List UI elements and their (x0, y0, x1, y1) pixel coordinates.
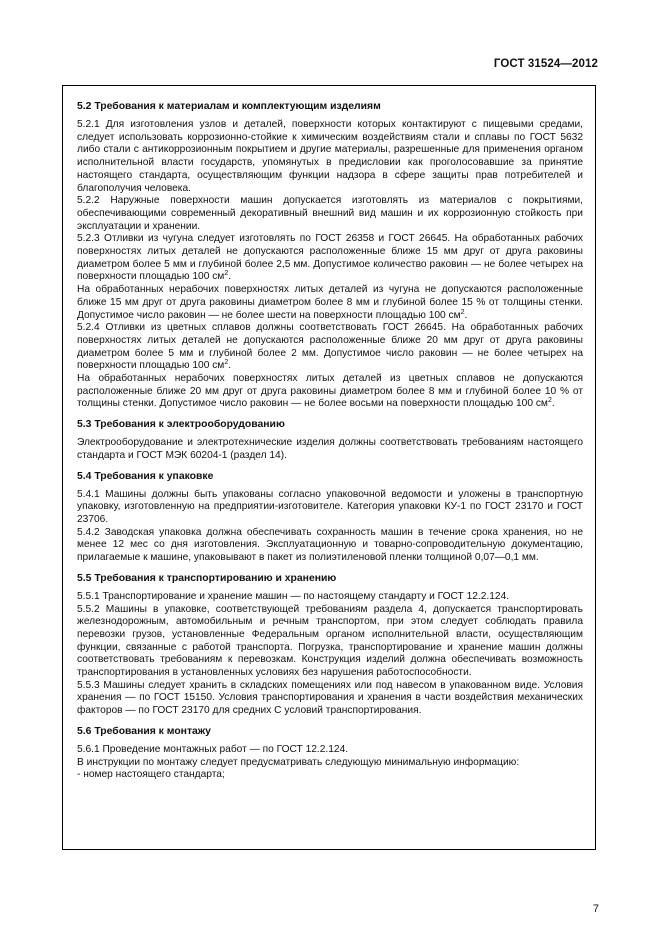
paragraph-5-4-2: 5.4.2 Заводская упаковка должна обеспечивать сохранность машин в течение срока хранения, но не менее 12 мес со дня изготовления. Эксплуатационную и товарно-сопроводительную документацию, прилагаемые к машине, упаковывают в пакет из полиэтиленовой пленки толщиной 0,07—0,1 мм. (77, 526, 583, 564)
list-item-standard-number: - номер настоящего стандарта; (77, 769, 225, 781)
paragraph-5-2-3-b (77, 284, 583, 322)
period: . (551, 398, 555, 410)
superscript-2: 2 (547, 397, 552, 405)
period: . (228, 271, 232, 283)
paragraph-5-2-1: 5.2.1 Для изготовления узлов и деталей, поверхности которых контактируют с пищевыми средами, следует использовать коррозионно-стойкие к химическим воздействиям стали и сплавы по ГОСТ 5632 либо стали с антикоррозионным покрытием и другие материалы, разрешенные для применения органом исполнительной власти государств, упомянутых в предисловии как проголосовавшие за принятие настоящего стандарта, осуществляющим функции надзора в сфере защиты прав потребителей и благополучия человека. (77, 119, 583, 194)
paragraph-5-5-1: 5.5.1 Транспортирование и хранение машин — по настоящему стандарту и ГОСТ 12.2.124. (77, 590, 510, 602)
period: . (228, 360, 232, 372)
paragraph-5-2-4-b (77, 373, 583, 411)
paragraph-text: На обработанных нерабочих поверхностях литых деталей из чугуна не допускаются расположенные ближе 15 мм друг от друга раковины диаметром более 8 мм и глубиной более 15 % от толщины стенки. Допустимое число раковин — не более шести на поверхности площадью 100 см (77, 284, 583, 321)
paragraph-5-4-1: 5.4.1 Машины должны быть упакованы согласно упаковочной ведомости и уложены в транспортную упаковку, изготовленную на предприятии-изготовителе. Категория упаковки КУ-1 по ГОСТ 23170 и ГОСТ 23706. (77, 488, 583, 525)
superscript-2: 2 (460, 308, 465, 316)
superscript-2: 2 (224, 359, 229, 367)
paragraph-text: 5.2.4 Отливки из цветных сплавов должны соответствовать ГОСТ 26645. На обработанных рабочих поверхностях литых деталей не допускаются расположенные ближе 20 мм друг от друга раковины диаметром более 5 мм и глубиной более 2 мм. Допустимое число раковин — не более четырех на поверхности площадью 100 см (77, 322, 583, 372)
paragraph-5-6-info: В инструкции по монтажу следует предусматривать следующую минимальную информацию: (77, 756, 520, 768)
section-5-5-title: 5.5 Требования к транспортированию и хранению (77, 572, 337, 584)
document-body (77, 100, 583, 782)
paragraph-5-2-3 (77, 233, 583, 284)
section-5-6-title: 5.6 Требования к монтажу (77, 725, 211, 737)
section-5-4-title: 5.4 Требования к упаковке (77, 470, 214, 482)
paragraph-text: На обработанных нерабочих поверхностях литых деталей из цветных сплавов не допускаются расположенные ближе 20 мм друг от друга раковины диаметром более 8 мм и глубиной более 10 % от толщины стенки. Допустимое число раковин — не более восьми на поверхности площадью 100 см (77, 373, 583, 410)
paragraph-5-3: Электрооборудование и электротехнические изделия должны соответствовать требованиям настоящего стандарта и ГОСТ МЭК 60204-1 (раздел 14). (77, 437, 583, 461)
section-5-2-title: 5.2 Требования к материалам и комплектующим изделиям (77, 101, 381, 112)
document-header-id: ГОСТ 31524—2012 (493, 58, 598, 70)
paragraph-5-5-2: 5.5.2 Машины в упаковке, соответствующей требованиям раздела 4, допускается транспортировать железнодорожным, автомобильным и речным транспортом, при этом следует соблюдать правила перевозки грузов, установленные Федеральным органом исполнительной власти, осуществляющим функции, связанные с работой транспорта. Погрузка, транспортирование и хранение машин должны соответствовать требованиям к перевозкам. Конструкция изделий должна обеспечивать возможность транспортирования в установленных условиях без нарушения работоспособности. (77, 603, 583, 679)
paragraph-5-2-4 (77, 322, 583, 373)
period: . (464, 309, 468, 321)
superscript-2: 2 (224, 270, 229, 278)
paragraph-text: 5.2.3 Отливки из чугуна следует изготовлять по ГОСТ 26358 и ГОСТ 26645. На обработанных рабочих поверхностях литых деталей не допускаются расположенные ближе 15 мм друг от друга раковины диаметром более 5 мм и глубиной более 2,5 мм. Допустимое количество раковин — не более четырех на поверхности площадью 100 см (77, 233, 583, 283)
page-number: 7 (592, 903, 599, 915)
section-5-3-title: 5.3 Требования к электрооборудованию (77, 419, 285, 431)
paragraph-5-2-2: 5.2.2 Наружные поверхности машин допускается изготовлять из материалов с покрытиями, обеспечивающими современный декоративный внешний вид машин и их коррозионную стойкость при эксплуатации и хранении. (77, 195, 583, 232)
paragraph-5-5-3: 5.5.3 Машины следует хранить в складских помещениях или под навесом в упакованном виде. Условия хранения — по ГОСТ 15150. Условия транспортирования и хранения в части воздействия механических факторов — по ГОСТ 23170 для средних С условий транспортирования. (77, 679, 583, 717)
paragraph-5-6-1: 5.6.1 Проведение монтажных работ — по ГОСТ 12.2.124. (77, 743, 349, 755)
